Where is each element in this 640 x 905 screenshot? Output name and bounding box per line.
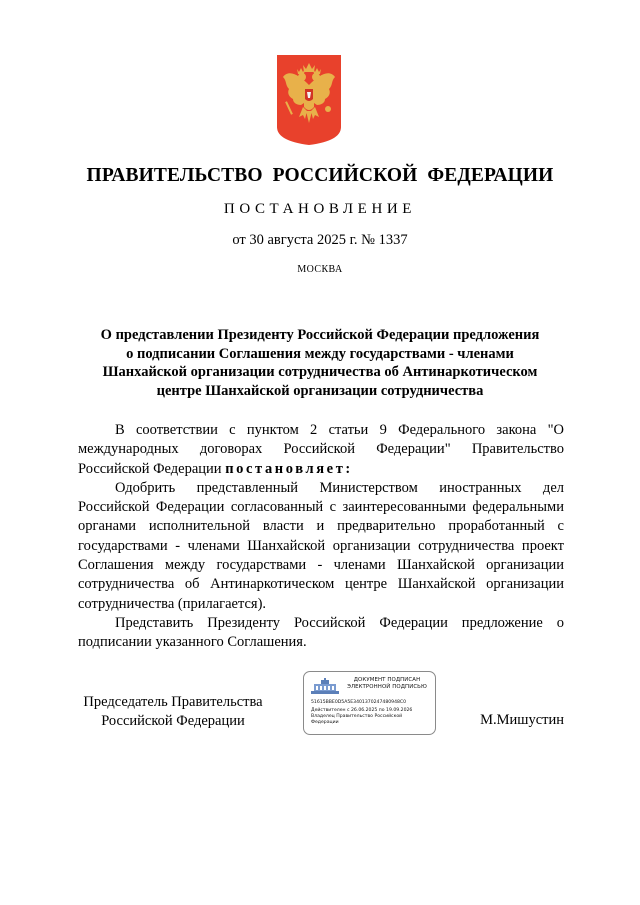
- stamp-heading: [342, 677, 432, 691]
- subject-line: о подписании Соглашения между государствами - членами: [126, 345, 514, 362]
- document-type: ПОСТАНОВЛЕНИЕ: [223, 201, 417, 217]
- document-subject: [70, 326, 570, 400]
- document-body: [78, 421, 564, 653]
- position-line: Председатель Правительства: [83, 694, 263, 710]
- paragraph-preamble: [78, 421, 564, 479]
- electronic-signature-stamp: [303, 671, 436, 735]
- certificate-owner: Владелец Правительство Российской Федерации: [311, 714, 403, 725]
- document-date-number: от 30 августа 2025 г. № 1337: [232, 232, 408, 248]
- position-line: Российской Федерации: [101, 712, 245, 729]
- coat-of-arms-icon: [277, 55, 341, 145]
- signatory-position: [78, 693, 268, 730]
- subject-line: центре Шанхайской организации сотрудничества: [156, 382, 484, 399]
- signatory-name: М.Мишустин: [480, 712, 564, 728]
- document-city: МОСКВА: [297, 264, 343, 275]
- government-title: ПРАВИТЕЛЬСТВО РОССИЙСКОЙ ФЕДЕРАЦИИ: [86, 165, 554, 186]
- subject-line: О представлении Президенту Российской Федерации предложения: [100, 327, 540, 343]
- subject-line: Шанхайской организации сотрудничества об Антинаркотическом: [102, 364, 538, 380]
- preamble-text: В соответствии с пунктом 2 статьи 9 Федерального закона "О международных договорах Российской Федерации" Правительство Российской Федерации: [78, 422, 564, 477]
- resolves-emphasis: постановляет:: [225, 460, 353, 477]
- certificate-validity: Действителен с 26.06.2025 по 19.09.2026: [311, 708, 413, 713]
- paragraph-present: Представить Президенту Российской Федерации предложение о подписании указанного Соглашения.: [78, 614, 564, 651]
- government-building-icon: [310, 678, 340, 695]
- certificate-number: 51615BBE0D5A5E3401370247480948C0: [311, 700, 407, 705]
- stamp-heading-line: ЭЛЕКТРОННОЙ ПОДПИСЬЮ: [347, 684, 427, 690]
- stamp-heading-line: ДОКУМЕНТ ПОДПИСАН: [353, 677, 421, 683]
- paragraph-approve: Одобрить представленный Министерством иностранных дел Российской Федерации согласованный с заинтересованными федеральными органами исполнительной власти и предварительно проработанный с государствами - членами Шанхайской организации сотрудничества проект Соглашения между государствами - членами Шанхайской организации сотрудничества об Антинаркотическом центре Шанхайской организации сотрудничества (прилагается).: [78, 479, 564, 612]
